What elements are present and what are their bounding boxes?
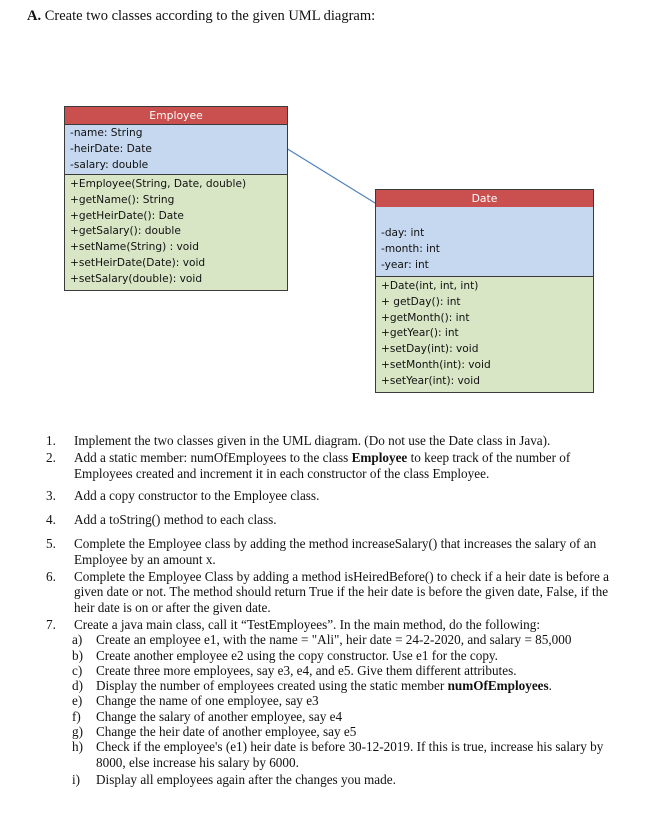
- employee-method: +Employee(String, Date, double): [70, 178, 247, 190]
- subtask-letter: g): [72, 724, 83, 740]
- subtask-item: [72, 663, 626, 678]
- task-item: [46, 617, 626, 787]
- task-number: 2.: [46, 450, 56, 466]
- date-methods: [376, 277, 593, 392]
- task-item: [46, 536, 626, 567]
- subtask-list: [72, 632, 626, 787]
- subtask-item: [72, 632, 626, 647]
- employee-attribute: -name: String: [70, 127, 143, 139]
- task-text: Implement the two classes given in the UML diagram. (Do not use the Date class in Java).: [74, 433, 551, 448]
- subtask-letter: b): [72, 647, 83, 663]
- task-text: Complete the Employee Class by adding a method isHeiredBefore() to check if a heir date is before a given date or not. The method should return True if the heir date is before the given date, False, if the heir date is on or after the given date.: [74, 569, 610, 615]
- subtask-letter: e): [72, 693, 83, 709]
- task-number: 7.: [46, 616, 56, 632]
- task-item: [46, 512, 626, 527]
- subtask-text: Create another employee e2 using the copy constructor. Use e1 for the copy.: [96, 647, 498, 663]
- date-attributes: [376, 207, 593, 277]
- task-list: [46, 433, 626, 787]
- employee-methods: [65, 175, 287, 290]
- date-method: +getYear(): int: [381, 327, 459, 340]
- employee-method: +getHeirDate(): Date: [70, 209, 184, 222]
- task-number: 5.: [46, 536, 56, 552]
- subtask-letter: a): [72, 632, 83, 648]
- employee-method: +setName(String) : void: [70, 241, 199, 254]
- employee-method: +getSalary(): double: [70, 225, 181, 238]
- task-text: Add a copy constructor to the Employee class.: [74, 487, 320, 503]
- subtask-text: Change the heir date of another employee, say e5: [96, 724, 357, 740]
- task-item: [46, 488, 626, 503]
- date-attribute: -month: int: [381, 242, 440, 255]
- task-item: [46, 433, 626, 448]
- subtask-text: Display the number of employees created using the static member: [96, 678, 448, 694]
- task-text: Add a static member: numOfEmployees to the class: [74, 450, 352, 466]
- employee-class-box: [64, 106, 288, 291]
- subtask-text: .: [548, 678, 552, 694]
- subtask-text: Check if the employee's (e1) heir date is before 30-12-2019. If this is true, increase his salary by 8000, else increase his salary by 6000.: [96, 739, 604, 770]
- subtask-bold-text: numOfEmployees: [447, 678, 549, 694]
- date-attribute: -day: int: [381, 227, 425, 239]
- subtask-text: Change the name of one employee, say e3: [96, 693, 319, 709]
- employee-method: +getName(): String: [70, 193, 175, 206]
- subtask-item: [72, 693, 626, 708]
- subtask-item: [72, 648, 626, 663]
- employee-attribute: -salary: double: [70, 158, 149, 171]
- subtask-item: [72, 724, 626, 739]
- task-number: 6.: [46, 569, 56, 585]
- subtask-letter: f): [72, 708, 81, 724]
- task-item: [46, 569, 626, 615]
- subtask-text: Change the salary of another employee, say e4: [96, 708, 343, 724]
- task-text: Create a java main class, call it “TestEmployees”. In the main method, do the following:: [74, 616, 540, 632]
- date-method: +getMonth(): int: [381, 311, 470, 324]
- task-number: 1.: [46, 433, 56, 448]
- task-bold-text: Employee: [351, 450, 408, 466]
- subtask-letter: i): [72, 771, 81, 787]
- subtask-text: Display all employees again after the changes you made.: [96, 771, 396, 787]
- date-method: + getDay(): int: [381, 295, 461, 308]
- employee-method: +setSalary(double): void: [70, 272, 203, 285]
- section-label: A.: [27, 8, 42, 24]
- subtask-item: [72, 739, 626, 770]
- association-connector: [286, 148, 375, 203]
- task-text: Complete the Employee class by adding the method increaseSalary() that increases the salary of an Employee by an amount x.: [74, 536, 597, 567]
- subtask-text: Create an employee e1, with the name = "Ali", heir date = 24-2-2020, and salary = 85,000: [96, 632, 572, 648]
- date-method: +setDay(int): void: [381, 343, 479, 356]
- date-method: +setMonth(int): void: [381, 358, 491, 371]
- section-heading-text: Create two classes according to the given UML diagram:: [44, 8, 376, 24]
- date-class-title: Date: [376, 190, 593, 207]
- subtask-item: [72, 678, 626, 693]
- employee-class-title: Employee: [65, 107, 287, 125]
- task-item: [46, 450, 626, 481]
- subtask-letter: d): [72, 678, 83, 694]
- subtask-item: [72, 709, 626, 724]
- subtask-text: Create three more employees, say e3, e4, and e5. Give them different attributes.: [96, 662, 517, 678]
- date-method: +setYear(int): void: [381, 374, 480, 387]
- subtask-letter: c): [72, 662, 83, 678]
- task-number: 3.: [46, 487, 56, 503]
- date-method: +Date(int, int, int): [381, 280, 479, 292]
- task-number: 4.: [46, 512, 56, 528]
- task-text: to keep track of the number of Employees created and increment it in each constructor of the class Employee.: [74, 450, 571, 481]
- subtask-letter: h): [72, 739, 83, 755]
- date-attribute: -year: int: [381, 258, 429, 271]
- employee-method: +setHeirDate(Date): void: [70, 256, 206, 269]
- employee-attributes: [65, 125, 287, 175]
- employee-attribute: -heirDate: Date: [70, 142, 152, 155]
- date-class-box: [375, 189, 594, 393]
- section-heading: [27, 8, 375, 25]
- task-text: Add a toString() method to each class.: [74, 512, 277, 528]
- subtask-item: [72, 772, 626, 787]
